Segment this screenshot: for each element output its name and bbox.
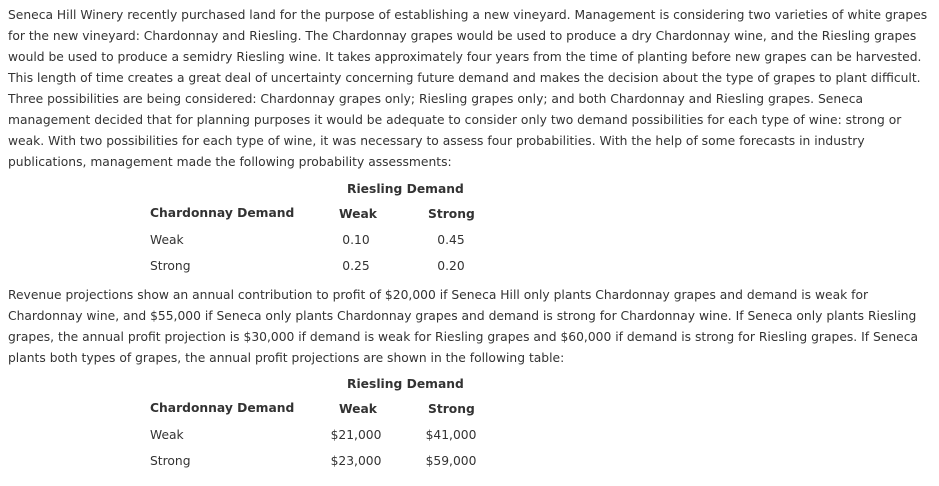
cell-strong-strong: 0.20	[437, 259, 465, 273]
cell-weak-weak: 0.10	[342, 233, 370, 247]
row-label-weak: Weak	[150, 233, 184, 247]
cell-strong-strong: $59,000	[425, 454, 477, 468]
cell-weak-strong: $41,000	[425, 428, 477, 442]
row-label-strong: Strong	[150, 259, 191, 273]
cell-strong-weak: $23,000	[330, 454, 382, 468]
chardonnay-demand-header: Chardonnay Demand	[150, 401, 295, 415]
intro-paragraph: Seneca Hill Winery recently purchased land for the purpose of establishing a new vineyard. Management is considering two varieties of white grapes for the new vineyard: Chardonnay and Riesling. The Chardonnay grapes would be used to produce a dry Chardonnay wine, and the Riesling grapes would be used to produce a semidry Riesling wine. It takes approximately four years from the time of planting before new grapes can be harvested. This length of time creates a great deal of uncertainty concerning future demand and makes the decision about the type of grapes to plant difficult. Three possibilities are being considered: Chardonnay grapes only; Riesling grapes only; and both Chardonnay and Riesling grapes. Seneca management decided that for planning purposes it would be adequate to consider only two demand possibilities for each type of wine: strong or weak. With two possibilities for each type of wine, it was necessary to assess four probabilities. With the help of some forecasts in industry publications, management made the following probability assessments:	[8, 8, 928, 169]
cell-weak-weak: $21,000	[330, 428, 382, 442]
riesling-demand-header: Riesling Demand	[347, 182, 464, 196]
profit-table	[0, 377, 520, 477]
cell-strong-weak: 0.25	[342, 259, 370, 273]
riesling-demand-header: Riesling Demand	[347, 377, 464, 391]
cell-weak-strong: 0.45	[437, 233, 465, 247]
col-weak-header: Weak	[339, 207, 377, 221]
probability-table	[0, 182, 520, 282]
revenue-paragraph: Revenue projections show an annual contribution to profit of $20,000 if Seneca Hill only plants Chardonnay grapes and demand is weak for Chardonnay wine, and $55,000 if Seneca only plants Chardonnay grapes and demand is strong for Chardonnay wine. If Seneca only plants Riesling grapes, the annual profit projection is $30,000 if demand is weak for Riesling grapes and $60,000 if demand is strong for Riesling grapes. If Seneca plants both types of grapes, the annual profit projections are shown in the following table:	[8, 288, 919, 365]
row-label-strong: Strong	[150, 454, 191, 468]
chardonnay-demand-header: Chardonnay Demand	[150, 206, 295, 220]
col-weak-header: Weak	[339, 402, 377, 416]
row-label-weak: Weak	[150, 428, 184, 442]
col-strong-header: Strong	[428, 207, 475, 221]
col-strong-header: Strong	[428, 402, 475, 416]
